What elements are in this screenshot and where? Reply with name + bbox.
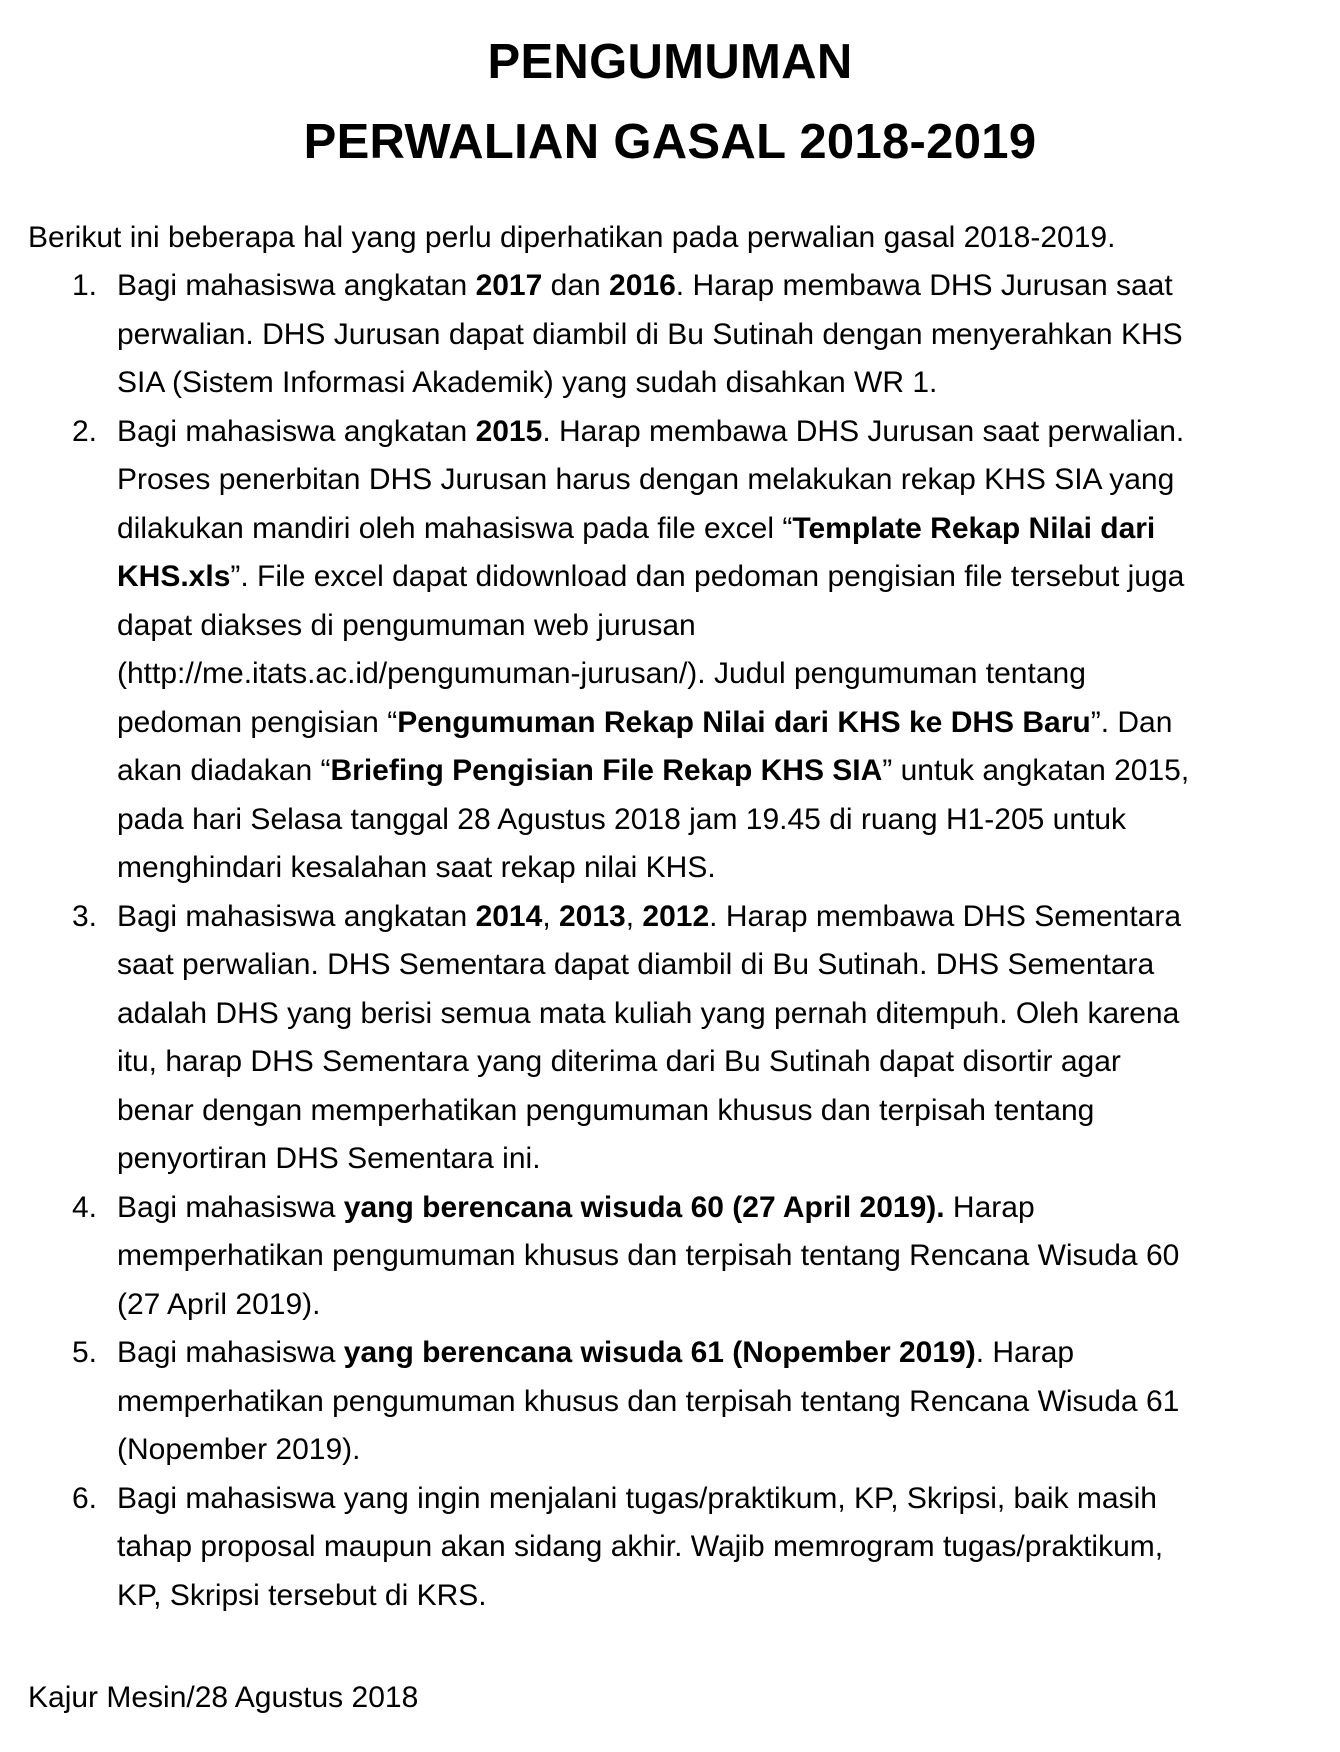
item-line: benar dengan memperhatikan pengumuman khusus dan terpisah tentang: [117, 1093, 1095, 1127]
item-number: 5.: [72, 1336, 98, 1369]
list-item: [0, 1184, 1340, 1330]
item-line: KP, Skripsi tersebut di KRS.: [117, 1578, 487, 1612]
list-item: [0, 262, 1340, 408]
page-title: [0, 22, 1340, 182]
list-item: [0, 893, 1340, 1184]
item-line: tahap proposal maupun akan sidang akhir. Wajib memrogram tugas/praktikum,: [117, 1530, 1164, 1563]
item-number: 4.: [72, 1190, 98, 1224]
item-line: pada hari Selasa tanggal 28 Agustus 2018 jam 19.45 di ruang H1-205 untuk: [117, 802, 1127, 836]
item-number: 3.: [72, 899, 98, 933]
item-line: Bagi mahasiswa yang berencana wisuda 61 (Nopember 2019). Harap: [117, 1336, 1075, 1369]
item-line: SIA (Sistem Informasi Akademik) yang sudah disahkan WR 1.: [117, 366, 938, 399]
item-number: 2.: [72, 414, 98, 448]
item-line: adalah DHS yang berisi semua mata kuliah yang pernah ditempuh. Oleh karena: [117, 996, 1180, 1030]
item-line: Proses penerbitan DHS Jurusan harus dengan melakukan rekap KHS SIA yang: [117, 463, 1175, 496]
item-line: Bagi mahasiswa yang ingin menjalani tugas/praktikum, KP, Skripsi, baik masih: [117, 1481, 1157, 1515]
list-item: [0, 408, 1340, 893]
item-line: Bagi mahasiswa yang berencana wisuda 60 (27 April 2019). Harap: [117, 1190, 1035, 1224]
item-line: menghindari kesalahan saat rekap nilai KHS.: [117, 851, 716, 884]
bold-year: 2012: [642, 899, 710, 933]
item-line: KHS.xls”. File excel dapat didownload dan pedoman pengisian file tersebut juga: [117, 560, 1185, 593]
bold-filename: Template Rekap Nilai dari: [792, 511, 1156, 545]
item-line: Bagi mahasiswa angkatan 2014, 2013, 2012. Harap membawa DHS Sementara: [117, 899, 1182, 933]
list-item: [0, 1329, 1340, 1475]
bold-year: 2016: [609, 269, 676, 302]
bold-year: 2015: [475, 414, 543, 448]
title-line-2: PERWALIAN GASAL 2018-2019: [303, 115, 1037, 169]
signature-line: Kajur Mesin/28 Agustus 2018: [28, 1681, 419, 1714]
item-line: memperhatikan pengumuman khusus dan terpisah tentang Rencana Wisuda 61: [117, 1384, 1180, 1418]
list-item: [0, 1475, 1340, 1621]
bold-year: 2017: [475, 269, 543, 302]
item-line: Bagi mahasiswa angkatan 2017 dan 2016. Harap membawa DHS Jurusan saat: [117, 269, 1173, 302]
announcement-list: [0, 262, 1340, 1620]
item-line: itu, harap DHS Sementara yang diterima dari Bu Sutinah dapat disortir agar: [117, 1045, 1121, 1078]
item-number: 6.: [72, 1481, 98, 1515]
item-line: saat perwalian. DHS Sementara dapat diambil di Bu Sutinah. DHS Sementara: [117, 948, 1155, 981]
item-line: (27 April 2019).: [117, 1287, 321, 1321]
item-line: pedoman pengisian “Pengumuman Rekap Nilai dari KHS ke DHS Baru”. Dan: [117, 705, 1173, 739]
item-line: Bagi mahasiswa angkatan 2015. Harap membawa DHS Jurusan saat perwalian.: [117, 414, 1185, 448]
bold-year: 2014: [475, 899, 543, 933]
item-line: (Nopember 2019).: [117, 1433, 361, 1466]
item-line: memperhatikan pengumuman khusus dan terpisah tentang Rencana Wisuda 60: [117, 1239, 1180, 1272]
item-line: perwalian. DHS Jurusan dapat diambil di Bu Sutinah dengan menyerahkan KHS: [117, 317, 1183, 351]
intro-text: Berikut ini beberapa hal yang perlu diperhatikan pada perwalian gasal 2018-2019.: [28, 221, 1116, 254]
bold-filename: KHS.xls: [117, 560, 231, 593]
item-line: akan diadakan “Briefing Pengisian File Rekap KHS SIA” untuk angkatan 2015,: [117, 754, 1190, 787]
item-line-url: (http://me.itats.ac.id/pengumuman-jurusan/). Judul pengumuman tentang: [117, 657, 1086, 690]
bold-graduation: yang berencana wisuda 61 (Nopember 2019): [343, 1336, 976, 1369]
bold-year: 2013: [558, 899, 626, 933]
item-line: dilakukan mandiri oleh mahasiswa pada file excel “Template Rekap Nilai dari: [117, 511, 1156, 545]
bold-announcement-title: Pengumuman Rekap Nilai dari KHS ke DHS Baru: [397, 705, 1091, 739]
item-line: penyortiran DHS Sementara ini.: [117, 1142, 541, 1175]
title-line-1: PENGUMUMAN: [487, 35, 853, 89]
bold-graduation: yang berencana wisuda 60 (27 April 2019).: [343, 1190, 945, 1224]
item-line: dapat diakses di pengumuman web jurusan: [117, 608, 696, 642]
item-number: 1.: [72, 269, 98, 302]
bold-briefing-title: Briefing Pengisian File Rekap KHS SIA: [330, 754, 883, 787]
